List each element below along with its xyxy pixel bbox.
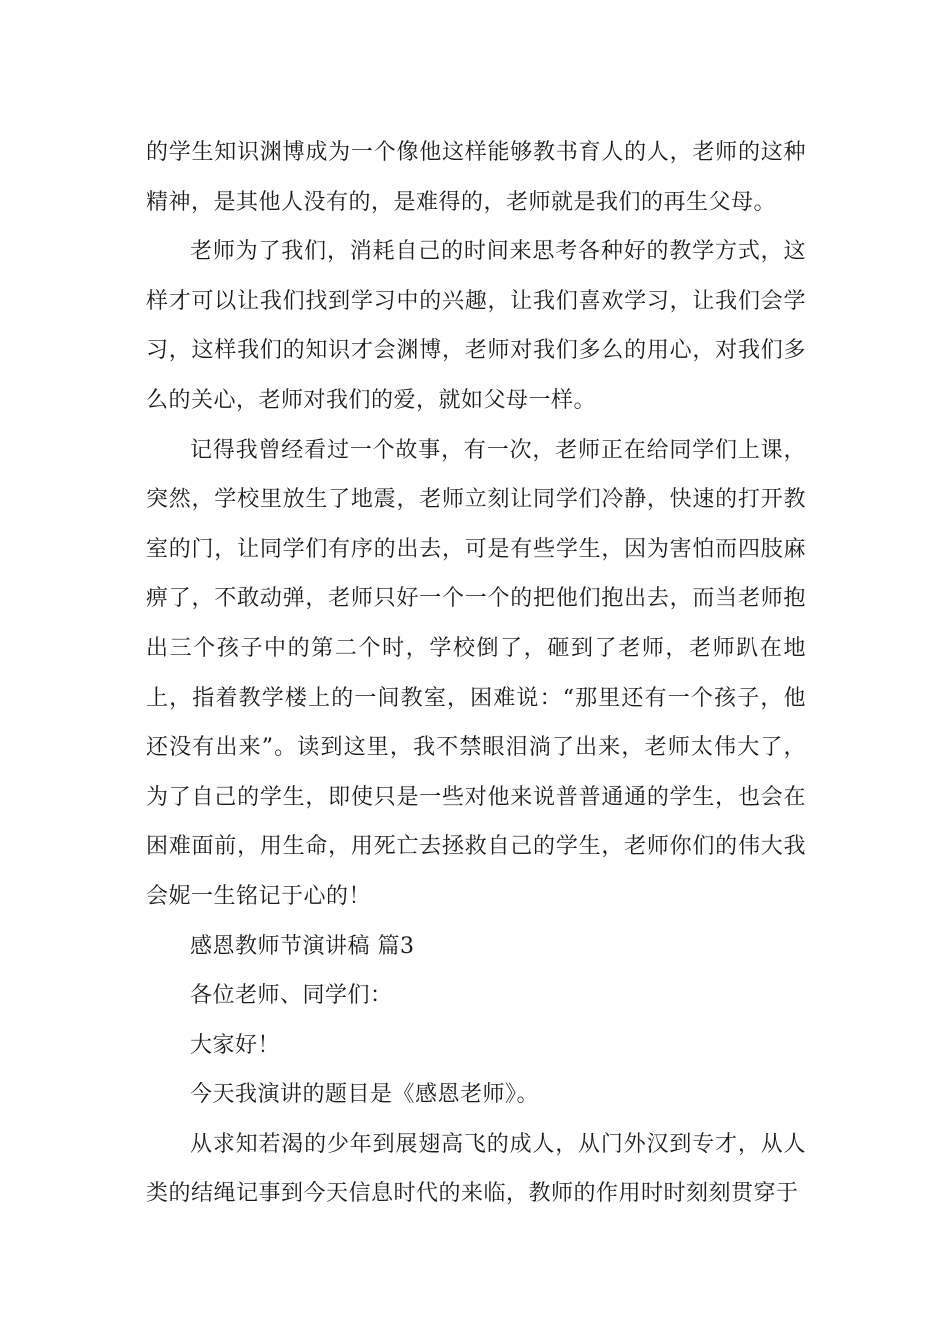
paragraph-teacher-effort: 老师为了我们，消耗自己的时间来思考各种好的教学方式，这样才可以让我们找到学习中的兴趣，让我们喜欢学习，让我们会学习，这样我们的知识才会渊博，老师对我们多么的用心，对我们多么的关心，老师对我们的爱，就如父母一样。 [146,239,806,413]
paragraph-greeting: 大家好！ [190,1032,281,1058]
section-heading: 感恩教师节演讲稿 篇3 [190,933,415,959]
paragraph-topic: 今天我演讲的题目是《感恩老师》。 [190,1082,540,1108]
paragraph-salutation: 各位老师、同学们： [190,983,393,1009]
paragraph-body-start: 从求知若渴的少年到展翅高飞的成人，从门外汉到专才，从人类的结绳记事到今天信息时代的来临，教师的作用时时刻刻贯穿于 [146,1131,806,1207]
document-page [146,128,806,1219]
paragraph-earthquake-story: 记得我曾经看过一个故事，有一次，老师正在给同学们上课，突然，学校里放生了地震，老师立刻让同学们冷静，快速的打开教室的门，让同学们有序的出去，可是有些学生，因为害怕而四肢麻痹了，不敢动弹，老师只好一个一个的把他们抱出去，而当老师抱出三个孩子中的第二个时，学校倒了，砸到了老师，老师趴在地上，指着教学楼上的一间教室，困难说：“那里还有一个孩子，他还没有出来”。读到这里，我不禁眼泪淌了出来，老师太伟大了，为了自己的学生，即使只是一些对他来说普普通通的学生，也会在困难面前，用生命，用死亡去拯救自己的学生，老师你们的伟大我会妮一生铭记于心的！ [146,437,806,909]
paragraph-continuation: 的学生知识渊博成为一个像他这样能够教书育人的人，老师的这种精神，是其他人没有的，是难得的，老师就是我们的再生父母。 [146,140,806,215]
